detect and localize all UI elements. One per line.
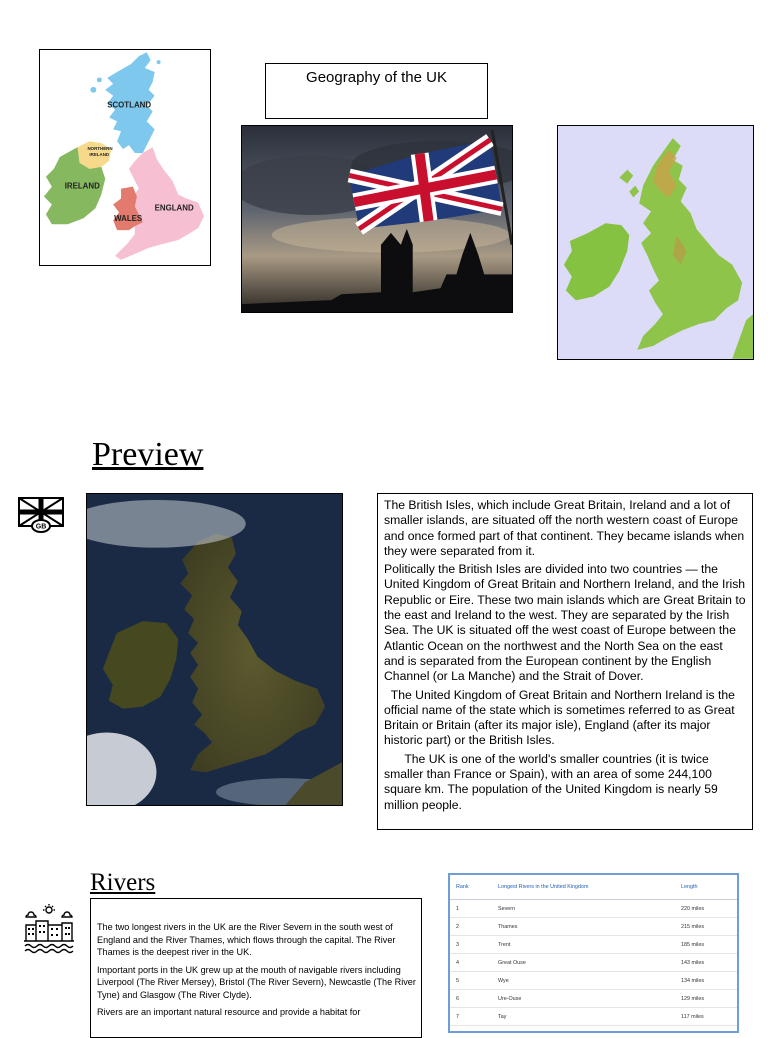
map-label-scotland: SCOTLAND — [107, 100, 152, 110]
relief-map — [557, 125, 754, 360]
table-cell-rank: 5 — [450, 972, 492, 990]
table-header-row — [450, 875, 737, 900]
map-label-northern-ireland-2: IRELAND — [89, 152, 110, 158]
table-cell-rank: 3 — [450, 936, 492, 954]
table-cell-river: Severn — [492, 900, 675, 918]
table-row — [450, 900, 737, 918]
table-cell-rank: 2 — [450, 918, 492, 936]
table-row — [450, 936, 737, 954]
table-cell-length: 143 miles — [675, 954, 737, 972]
table-cell-length: 185 miles — [675, 936, 737, 954]
satellite-photo — [86, 493, 343, 806]
longest-rivers-table-grid — [450, 875, 737, 1026]
table-row — [450, 990, 737, 1008]
scottish-isles-relief — [619, 170, 639, 198]
table-cell-river: Thames — [492, 918, 675, 936]
page-title: Geography of the UK — [306, 69, 447, 86]
table-cell-rank: 7 — [450, 1008, 492, 1026]
table-cell-rank: 1 — [450, 900, 492, 918]
map-label-ireland: IRELAND — [64, 181, 100, 191]
rivers-paragraph: Rivers are an important natural resource and provide a habitat for — [97, 1007, 361, 1017]
gb-flag-icon-label: GB — [35, 523, 47, 531]
continent-relief — [732, 314, 753, 359]
uk-regions-map — [39, 49, 211, 266]
table-cell-river: Great Ouse — [492, 954, 675, 972]
preview-paragraph: The UK is one of the world's smaller countries (it is twice smaller than France or Spain), with an area of some 244,100 square km. The population of the United Kingdom is nearly 59 million people. — [384, 751, 722, 812]
table-row — [450, 1008, 737, 1026]
rivers-paragraph: The two longest rivers in the UK are the River Severn in the south west of England and the River Thames, which flows through the capital. The River Thames is the deepest river in the UK. — [97, 922, 396, 957]
rivers-heading: Rivers — [90, 869, 156, 896]
table-cell-length: 215 miles — [675, 918, 737, 936]
table-cell-river: Trent — [492, 936, 675, 954]
table-header-rank: Rank — [450, 875, 492, 900]
uk-regions-map-graphic — [40, 50, 210, 265]
scotland-isle — [157, 60, 161, 64]
preview-text-box — [377, 493, 753, 830]
table-row — [450, 972, 737, 990]
great-britain-relief — [637, 138, 742, 350]
preview-heading: Preview — [92, 436, 204, 473]
relief-map-graphic — [558, 126, 753, 359]
table-cell-river: Tay — [492, 1008, 675, 1026]
scotland-isle — [97, 77, 102, 82]
preview-paragraph: The United Kingdom of Great Britain and Northern Ireland is the official name of the state which is sometimes referred to as Great Britain or Britain (after its major isle), England (after its major historic part) or the British Isles. — [384, 687, 739, 748]
rivers-text-box — [90, 898, 422, 1038]
union-flag-photo — [241, 125, 513, 313]
table-header-length: Length — [675, 875, 737, 900]
ireland-relief — [564, 223, 629, 300]
rivers-paragraph: Important ports in the UK grew up at the mouth of navigable rivers including Liverpool (The River Mersey), Bristol (The River Severn), Newcastle (The River Tyne) and Glasgow (The River Clyde). — [97, 964, 416, 1000]
longest-rivers-table — [448, 873, 739, 1033]
city-river-icon — [22, 903, 76, 955]
map-label-wales: WALES — [114, 214, 143, 224]
table-cell-rank: 6 — [450, 990, 492, 1008]
union-flag-photo-graphic — [242, 126, 512, 312]
satellite-photo-graphic — [87, 494, 342, 805]
gb-flag-icon — [17, 496, 65, 534]
title-box — [265, 63, 488, 119]
table-cell-river: Ure-Ouse — [492, 990, 675, 1008]
table-cell-length: 220 miles — [675, 900, 737, 918]
preview-paragraph: Politically the British Isles are divided into two countries — the United Kingdom of Great Britain and Northern Ireland, and the Irish Republic or Eire. These two main islands which are Great Britain to the east and Ireland to the west. They are separated by the Irish Sea. The UK is situated off the west coast of Europe between the Atlantic Ocean on the northwest and the North Sea on the east and is separated from the European continent by the English Channel (or La Manche) and the Strait of Dover. — [384, 562, 746, 684]
preview-paragraph: The British Isles, which include Great Britain, Ireland and a lot of smaller islands, are situated off the north western coast of Europe and once formed part of that continent. They became islands when they were separated from it. — [384, 498, 745, 558]
table-cell-length: 134 miles — [675, 972, 737, 990]
table-cell-length: 117 miles — [675, 1008, 737, 1026]
map-label-england: ENGLAND — [154, 203, 194, 213]
table-row — [450, 918, 737, 936]
map-label-northern-ireland: NORTHERN — [87, 146, 113, 152]
table-cell-length: 129 miles — [675, 990, 737, 1008]
table-header-river: Longest Rivers in the United Kingdom — [492, 875, 675, 900]
table-row — [450, 954, 737, 972]
table-cell-river: Wye — [492, 972, 675, 990]
scotland-isle — [90, 87, 96, 93]
table-cell-rank: 4 — [450, 954, 492, 972]
